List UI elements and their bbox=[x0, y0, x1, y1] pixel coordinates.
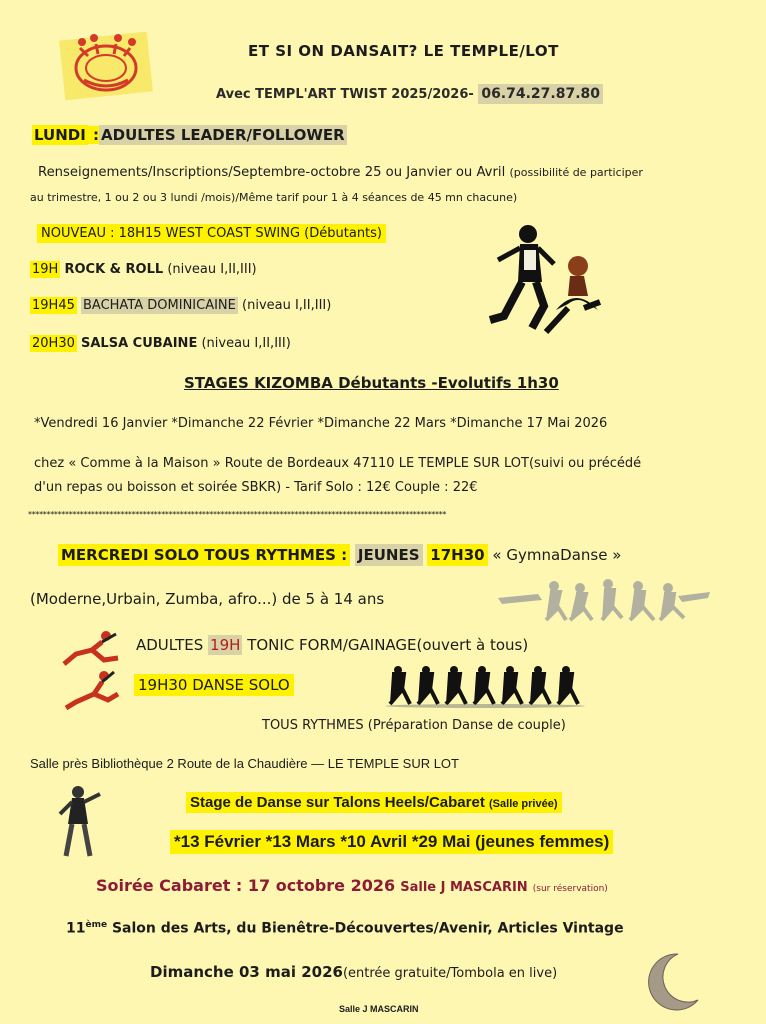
dance-club-logo-icon bbox=[58, 30, 154, 102]
cabaret-note: (sur réservation) bbox=[532, 884, 608, 894]
bachata-name: BACHATA DOMINICAINE bbox=[83, 298, 236, 313]
dancers-strip-icon bbox=[498, 576, 710, 624]
lundi-day: LUNDI bbox=[34, 126, 86, 144]
salle-bibliotheque: Salle près Bibliothèque 2 Route de la Chaudière — LE TEMPLE SUR LOT bbox=[30, 756, 459, 771]
heels-dancer-icon bbox=[56, 784, 106, 860]
phone-number: 06.74.27.87.80 bbox=[478, 84, 603, 104]
tous-rythmes: TOUS RYTHMES (Préparation Danse de couple) bbox=[262, 718, 566, 733]
mercredi-heading: MERCREDI SOLO TOUS RYTHMES : bbox=[58, 544, 350, 566]
adultes-time: 19H bbox=[210, 636, 241, 654]
jeunes-time: 17H30 bbox=[427, 544, 487, 566]
lundi-group: ADULTES LEADER/FOLLOWER bbox=[101, 126, 345, 144]
tonic-form: TONIC FORM/GAINAGE(ouvert à tous) bbox=[247, 636, 529, 654]
dancing-couple-icon bbox=[484, 224, 608, 342]
moon-icon bbox=[628, 950, 702, 1010]
salon-line bbox=[66, 920, 624, 937]
mercredi-heading-line bbox=[58, 546, 621, 564]
nouveau-west-coast: NOUVEAU : 18H15 WEST COAST SWING (Débutants) bbox=[37, 224, 386, 243]
cabaret-line bbox=[96, 876, 608, 895]
lundi-info-line1 bbox=[38, 165, 643, 180]
salon-entree: (entrée gratuite/Tombola en live) bbox=[342, 966, 558, 981]
kizomba-heading: STAGES KIZOMBA Débutants -Evolutifs 1h30 bbox=[184, 374, 559, 392]
lundi-info-small: (possibilité de participer bbox=[509, 166, 643, 179]
heels-line bbox=[186, 792, 562, 813]
rock-level: (niveau I,II,III) bbox=[167, 262, 257, 277]
salsa-line bbox=[30, 336, 291, 351]
subtitle bbox=[216, 86, 603, 102]
salsa-time: 20H30 bbox=[32, 336, 75, 351]
salon-number: 11 bbox=[66, 920, 86, 937]
rock-name: ROCK & ROLL bbox=[64, 262, 164, 277]
heels-note: (Salle privée) bbox=[489, 798, 558, 810]
subtitle-prefix: Avec TEMPL'ART TWIST 2025/2026- bbox=[216, 87, 474, 102]
cabaret-title: Soirée Cabaret : 17 octobre 2026 bbox=[96, 876, 396, 895]
jeunes-label: JEUNES bbox=[355, 544, 423, 566]
heels-dates: *13 Février *13 Mars *10 Avril *29 Mai (jeunes femmes) bbox=[170, 830, 613, 854]
lundi-heading bbox=[32, 126, 347, 144]
page-title: ET SI ON DANSAIT? LE TEMPLE/LOT bbox=[248, 42, 559, 60]
dancers-row-icon bbox=[380, 664, 590, 708]
rock-line bbox=[30, 262, 257, 277]
lundi-info-main: Renseignements/Inscriptions/Septembre-octobre 25 ou Janvier ou Avril bbox=[38, 165, 506, 180]
adultes-line bbox=[136, 636, 528, 654]
bachata-time: 19H45 bbox=[32, 298, 75, 313]
danse-solo: 19H30 DANSE SOLO bbox=[134, 674, 294, 696]
salon-text: Salon des Arts, du Bienêtre-Découvertes/Avenir, Articles Vintage bbox=[111, 920, 624, 937]
salon-date-line bbox=[150, 962, 557, 981]
salon-sup: ème bbox=[85, 920, 108, 930]
lundi-separator: : bbox=[87, 126, 100, 144]
gymnadanse-label: « GymnaDanse » bbox=[492, 546, 622, 564]
adultes-label: ADULTES bbox=[136, 636, 204, 654]
salon-date: Dimanche 03 mai 2026 bbox=[150, 963, 343, 981]
bachata-level: (niveau I,II,III) bbox=[242, 298, 332, 313]
heels-title: Stage de Danse sur Talons Heels/Cabaret bbox=[190, 794, 485, 811]
lundi-info-line2: au trimestre, 1 ou 2 ou 3 lundi /mois)/Même tarif pour 1 à 4 séances de 45 mn chacune) bbox=[30, 191, 518, 204]
salsa-name: SALSA CUBAINE bbox=[81, 336, 198, 351]
rock-time: 19H bbox=[32, 262, 59, 277]
cabaret-salle: Salle J MASCARIN bbox=[400, 880, 528, 895]
salsa-level: (niveau I,II,III) bbox=[201, 336, 291, 351]
kizomba-place-line2: d'un repas ou boisson et soirée SBKR) - Tarif Solo : 12€ Couple : 22€ bbox=[34, 480, 478, 495]
jeunes-styles: (Moderne,Urbain, Zumba, afro...) de 5 à 14 ans bbox=[30, 590, 385, 608]
kizomba-place-line1: chez « Comme à la Maison » Route de Bordeaux 47110 LE TEMPLE SUR LOT(suivi ou précédé bbox=[34, 456, 642, 471]
bachata-line bbox=[30, 298, 331, 313]
kizomba-dates: *Vendredi 16 Janvier *Dimanche 22 Février *Dimanche 22 Mars *Dimanche 17 Mai 2026 bbox=[34, 416, 608, 431]
separator-line: ***************************************************************************************************************** bbox=[28, 510, 447, 519]
salon-salle: Salle J MASCARIN bbox=[339, 1004, 419, 1014]
red-dancer-solo-icon bbox=[64, 670, 122, 710]
red-dancer-icon bbox=[62, 630, 124, 668]
